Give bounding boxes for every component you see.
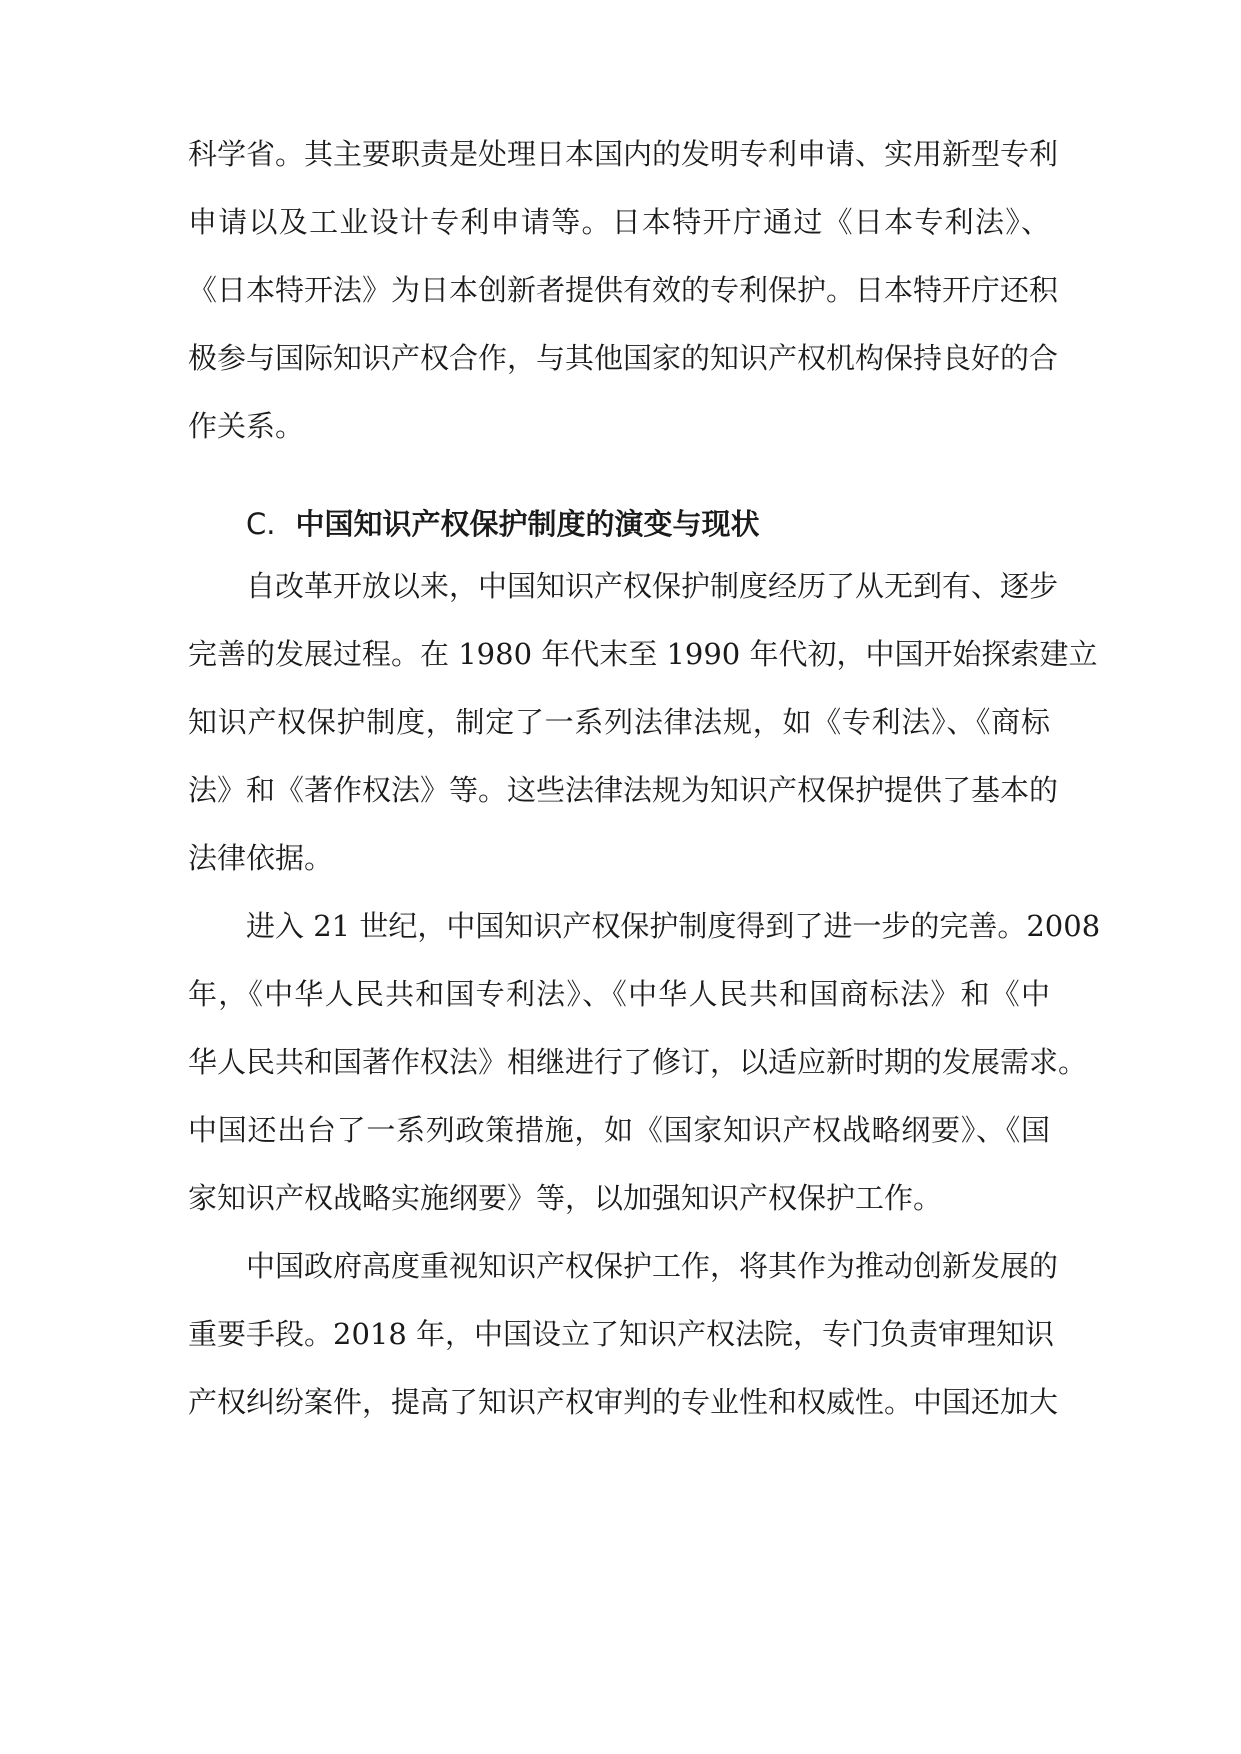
text-line: 作关系。 (188, 409, 305, 443)
text-line: 法》和《著作权法》等。这些法律法规为知识产权保护提供了基本的 (188, 773, 1059, 807)
section-title: 中国知识产权保护制度的演变与现状 (295, 507, 760, 541)
text-line: 家知识产权战略实施纲要》等，以加强知识产权保护工作。 (188, 1181, 943, 1215)
text-line: 完善的发展过程。在 1980 年代末至 1990 年代初，中国开始探索建立 (188, 637, 1098, 671)
text-line: 自改革开放以来，中国知识产权保护制度经历了从无到有、逐步 (246, 569, 1059, 603)
text-line: 华人民共和国著作权法》相继进行了修订，以适应新时期的发展需求。 (188, 1045, 1088, 1079)
section-label: C. (246, 507, 276, 541)
text-line: 年，《中华人民共和国专利法》、《中华人民共和国商标法》和《中 (188, 977, 1050, 1011)
text-line: 申请以及工业设计专利申请等。日本特开庁通过《日本专利法》、 (188, 205, 1050, 239)
text-line: 极参与国际知识产权合作，与其他国家的知识产权机构保持良好的合 (188, 341, 1059, 375)
text-line: 中国政府高度重视知识产权保护工作，将其作为推动创新发展的 (246, 1249, 1059, 1283)
text-line: 产权纠纷案件，提高了知识产权审判的专业性和权威性。中国还加大 (188, 1385, 1059, 1419)
section-heading (246, 504, 759, 544)
text-line: 《日本特开法》为日本创新者提供有效的专利保护。日本特开庁还积 (188, 273, 1059, 307)
text-line: 进入 21 世纪，中国知识产权保护制度得到了进一步的完善。2008 (246, 909, 1101, 943)
text-line: 重要手段。2018 年，中国设立了知识产权法院，专门负责审理知识 (188, 1317, 1055, 1351)
text-line: 中国还出台了一系列政策措施，如《国家知识产权战略纲要》、《国 (188, 1113, 1050, 1147)
text-line: 科学省。其主要职责是处理日本国内的发明专利申请、实用新型专利 (188, 137, 1059, 171)
text-line: 知识产权保护制度，制定了一系列法律法规，如《专利法》、《商标 (188, 705, 1050, 739)
text-line: 法律依据。 (188, 841, 334, 875)
